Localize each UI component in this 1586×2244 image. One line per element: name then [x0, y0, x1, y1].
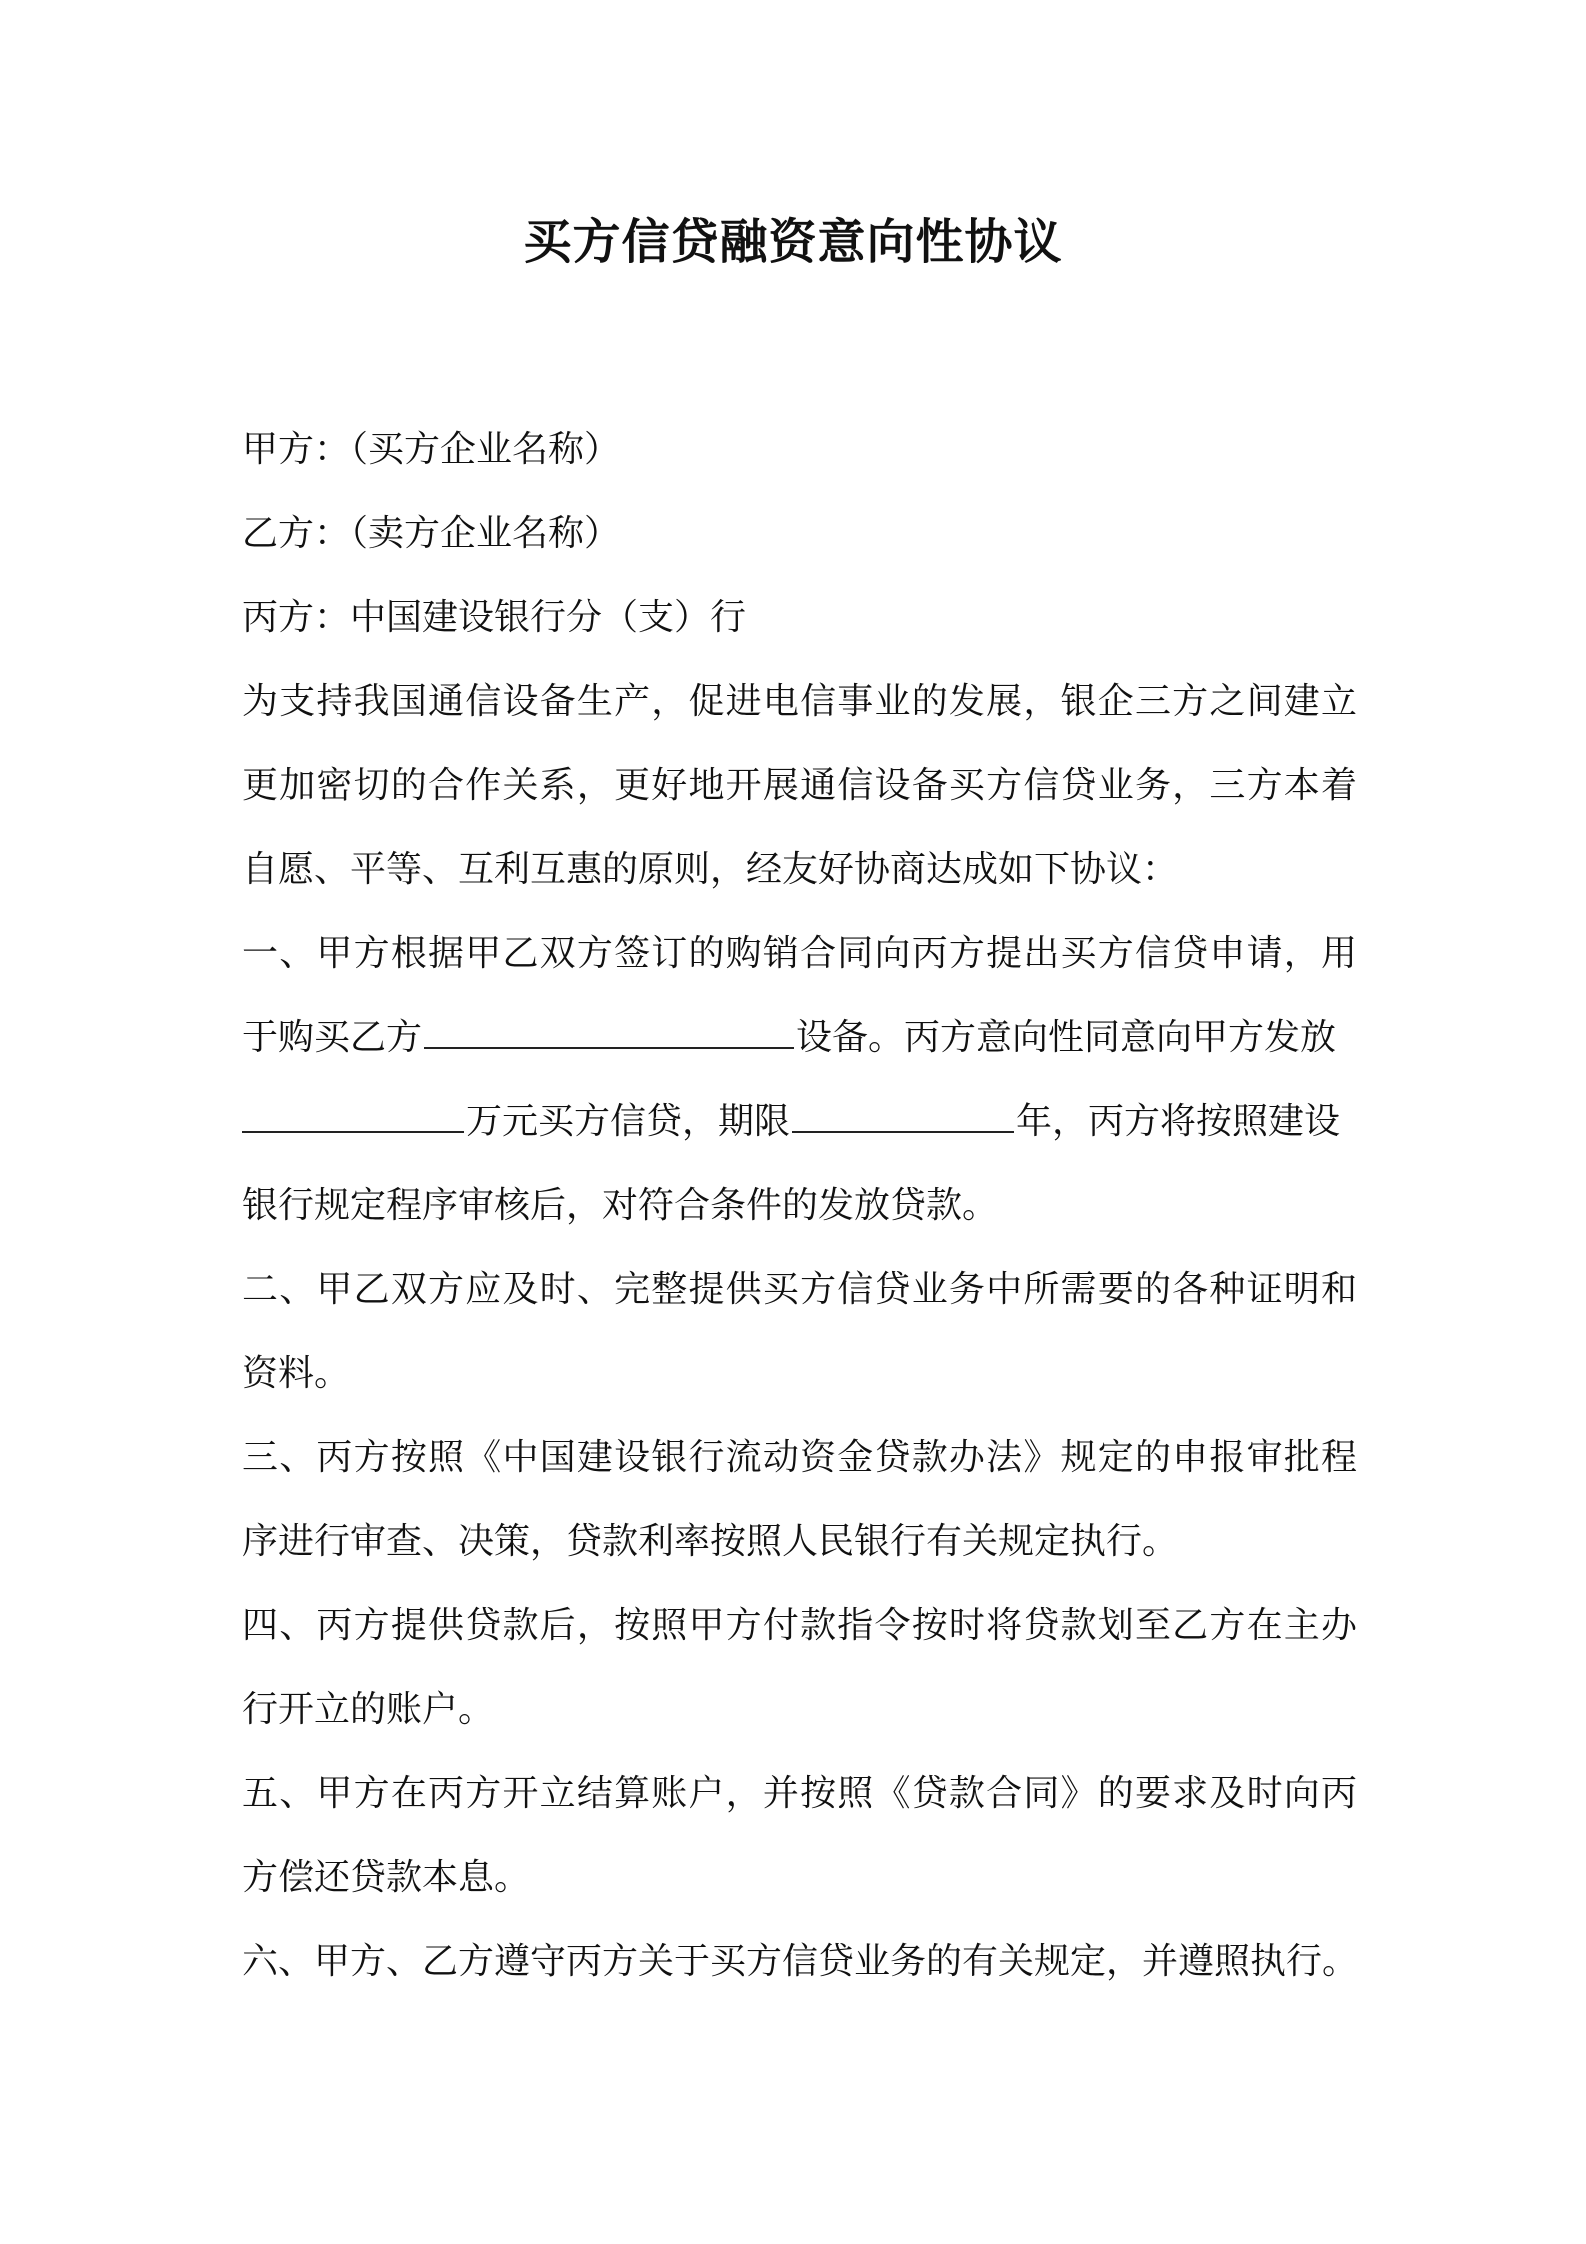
- amount-blank: [242, 1101, 464, 1133]
- party-c-line: 丙方：中国建设银行分（支）行: [242, 597, 747, 638]
- document-title: 买方信贷融资意向性协议: [523, 214, 1063, 270]
- clause-6-line-1: 六、甲方、乙方遵守丙方关于买方信贷业务的有关规定，并遵照执行。: [242, 1941, 1359, 1982]
- clause-1-line-2-suffix: 设备。丙方意向性同意向甲方发放: [796, 1017, 1337, 1058]
- preamble-line-1: 为支持我国通信设备生产，促进电信事业的发展，银企三方之间建立: [242, 681, 1357, 722]
- clause-3-line-1: 三、丙方按照《中国建设银行流动资金贷款办法》规定的申报审批程: [242, 1437, 1357, 1478]
- preamble-line-3: 自愿、平等、互利互惠的原则，经友好协商达成如下协议：: [242, 849, 1179, 890]
- clause-4-line-2: 行开立的账户。: [242, 1689, 495, 1730]
- clause-2-line-1: 二、甲乙双方应及时、完整提供买方信贷业务中所需要的各种证明和: [242, 1269, 1357, 1310]
- clause-4-line-1: 四、丙方提供贷款后，按照甲方付款指令按时将贷款划至乙方在主办: [242, 1605, 1357, 1646]
- party-b-line: 乙方：（卖方企业名称）: [242, 513, 621, 554]
- clause-5-line-2: 方偿还贷款本息。: [242, 1857, 531, 1898]
- clause-1-line-2-prefix: 于购买乙方: [242, 1017, 423, 1058]
- clause-1-line-1: 一、甲方根据甲乙双方签订的购销合同向丙方提出买方信贷申请，用: [242, 933, 1357, 974]
- clause-1-line-3: [242, 1080, 1357, 1164]
- clause-5-line-1: 五、甲方在丙方开立结算账户，并按照《贷款合同》的要求及时向丙: [242, 1773, 1357, 1814]
- clause-3-line-2: 序进行审查、决策，贷款利率按照人民银行有关规定执行。: [242, 1521, 1179, 1562]
- clause-1-line-3-suffix: 年，丙方将按照建设: [1016, 1101, 1341, 1142]
- document-body: [242, 408, 1357, 2004]
- clause-2-line-2: 资料。: [242, 1353, 351, 1394]
- clause-1-line-2: [242, 996, 1357, 1080]
- equipment-blank: [424, 1017, 794, 1049]
- party-a-line: 甲方：（买方企业名称）: [242, 429, 621, 470]
- clause-1-line-4: 银行规定程序审核后，对符合条件的发放贷款。: [242, 1185, 999, 1226]
- preamble-line-2: 更加密切的合作关系，更好地开展通信设备买方信贷业务，三方本着: [242, 765, 1357, 806]
- term-blank: [792, 1101, 1014, 1133]
- clause-1-line-3-mid: 万元买方信贷，期限: [466, 1101, 791, 1142]
